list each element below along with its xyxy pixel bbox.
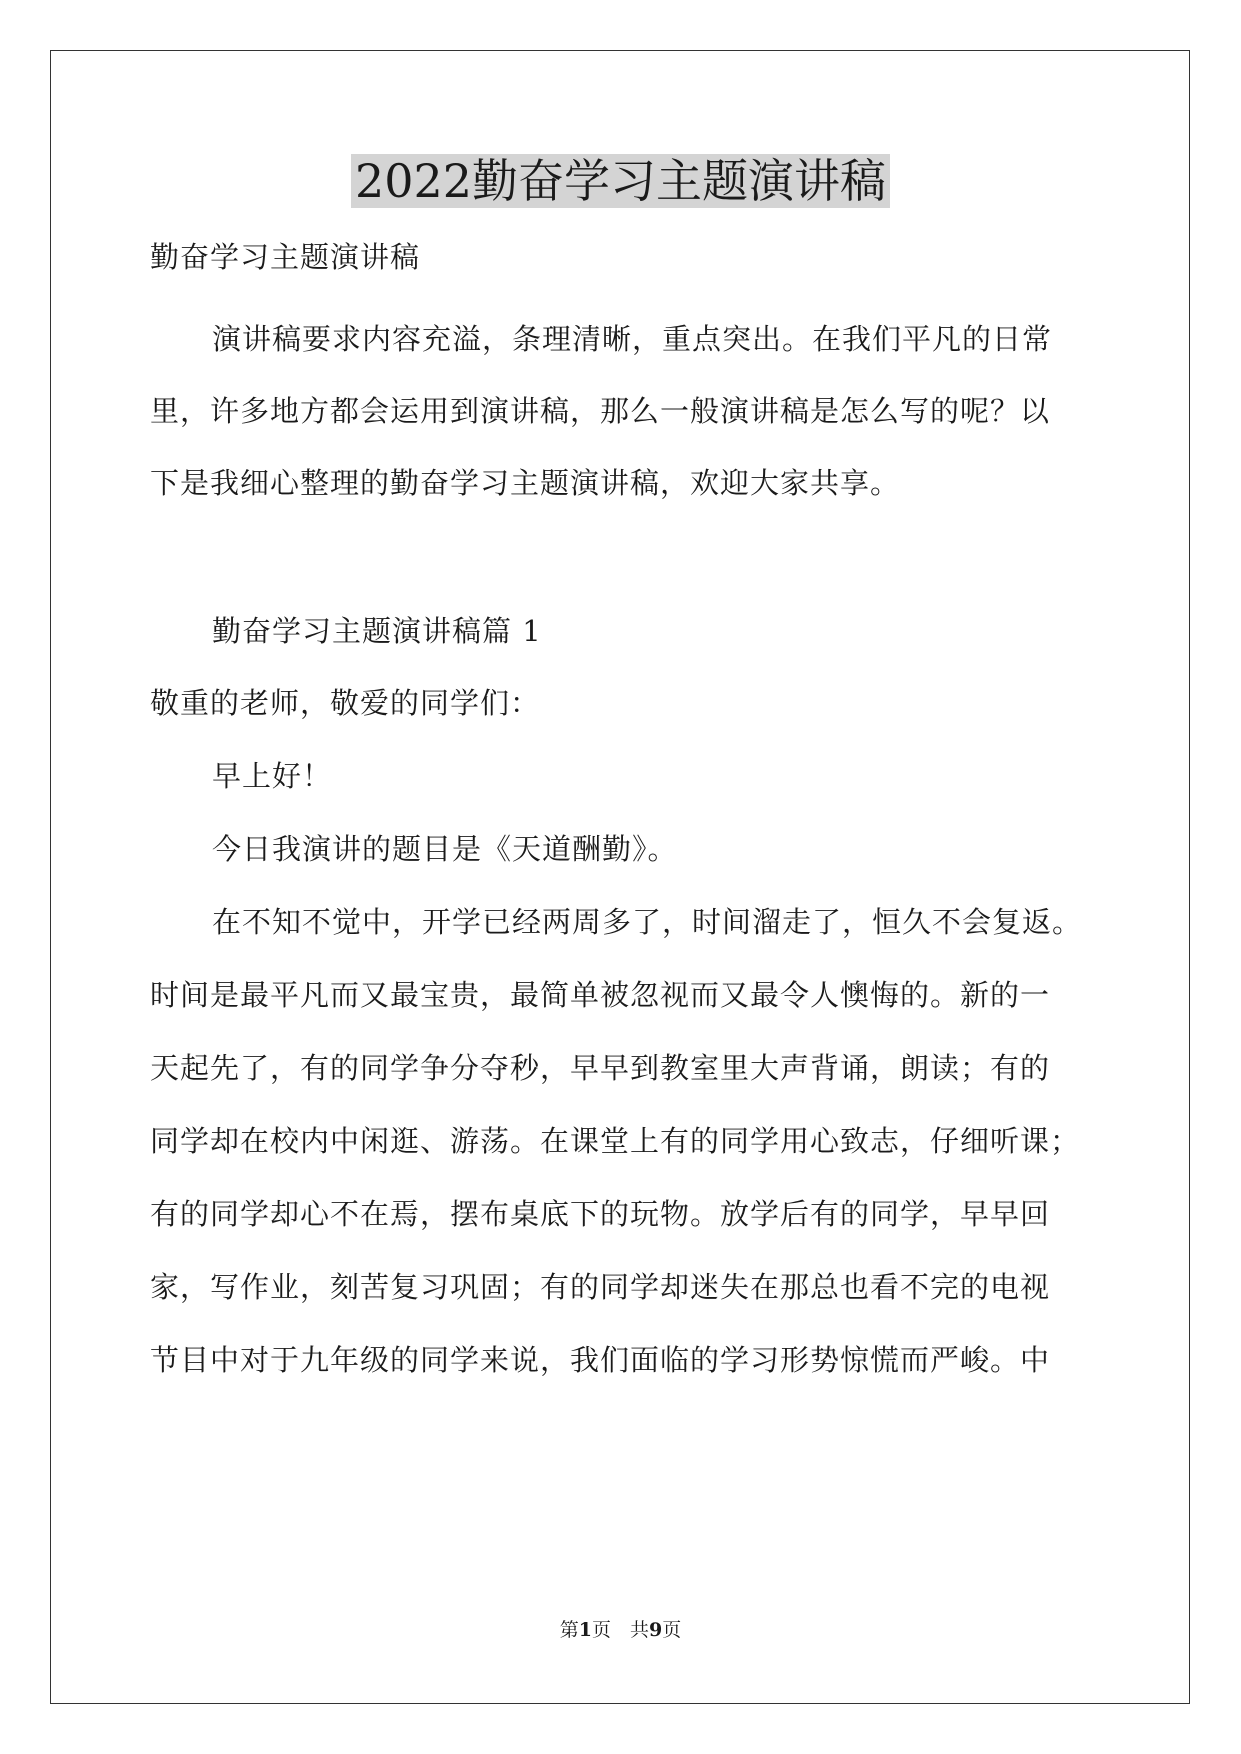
- document-title-text: 2022勤奋学习主题演讲稿: [351, 154, 890, 208]
- body-line-6: 家，写作业，刻苦复习巩固；有的同学却迷失在那总也看不完的电视: [150, 1270, 1051, 1304]
- body-line-7: 节目中对于九年级的同学来说，我们面临的学习形势惊慌而严峻。中: [150, 1343, 1051, 1377]
- document-title: [0, 150, 1241, 212]
- section-heading: 勤奋学习主题演讲稿篇 1: [212, 614, 542, 648]
- body-line-5: 有的同学却心不在焉，摆布桌底下的玩物。放学后有的同学，早早回: [150, 1197, 1051, 1231]
- body-line-1: 在不知不觉中，开学已经两周多了，时间溜走了，恒久不会复返。: [212, 905, 1083, 939]
- footer-total-pages: 9: [649, 1619, 663, 1641]
- subtitle-line: 勤奋学习主题演讲稿: [150, 240, 421, 274]
- body-line-4: 同学却在校内中闲逛、游荡。在课堂上有的同学用心致志，仔细听课；: [150, 1124, 1081, 1158]
- page-footer: [0, 1618, 1241, 1642]
- intro-line-2: 里，许多地方都会运用到演讲稿，那么一般演讲稿是怎么写的呢？以: [150, 394, 1051, 428]
- footer-middle: 页 共: [591, 1619, 649, 1641]
- footer-page-number: 1: [578, 1619, 592, 1641]
- footer-suffix: 页: [662, 1619, 682, 1641]
- intro-line-1: 演讲稿要求内容充溢，条理清晰，重点突出。在我们平凡的日常: [212, 322, 1053, 356]
- greeting-line: 早上好！: [212, 759, 333, 793]
- body-line-3: 天起先了，有的同学争分夺秒，早早到教室里大声背诵，朗读；有的: [150, 1051, 1051, 1085]
- topic-line: 今日我演讲的题目是《天道酬勤》。: [212, 832, 678, 866]
- salutation-line: 敬重的老师，敬爱的同学们：: [150, 686, 541, 720]
- intro-line-3: 下是我细心整理的勤奋学习主题演讲稿，欢迎大家共享。: [150, 466, 901, 500]
- footer-prefix: 第: [559, 1619, 579, 1641]
- body-line-2: 时间是最平凡而又最宝贵，最简单被忽视而又最令人懊悔的。新的一: [150, 978, 1051, 1012]
